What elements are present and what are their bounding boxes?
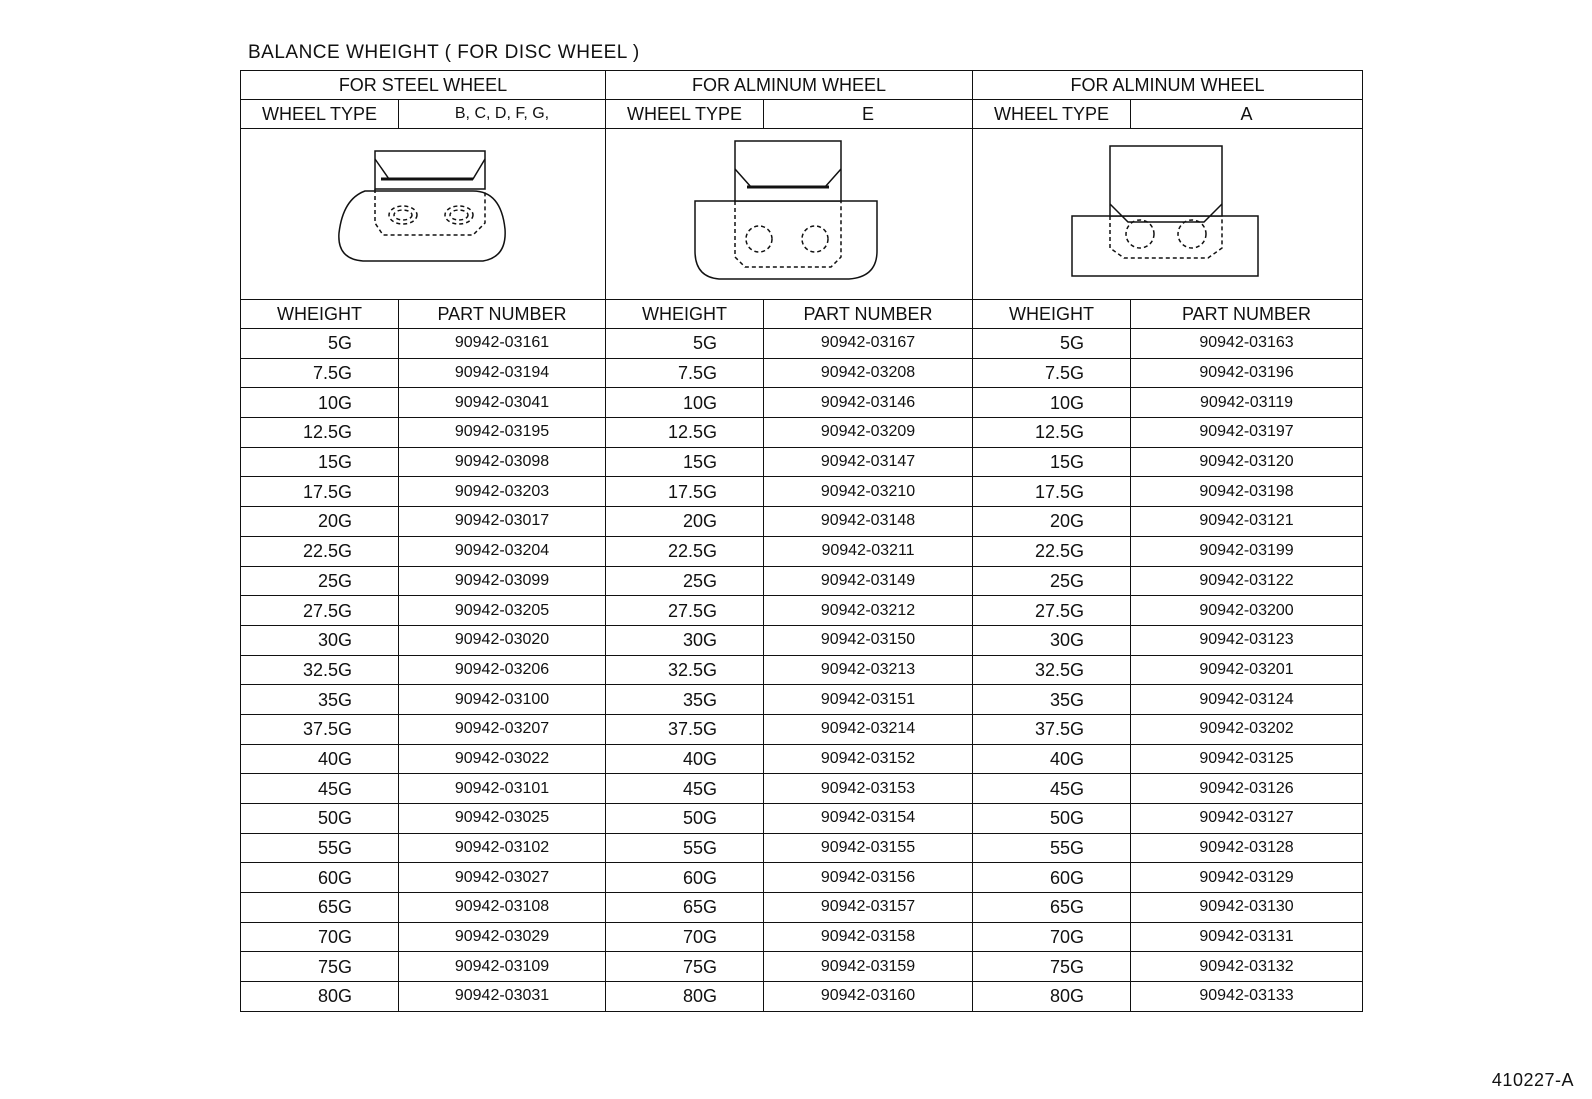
weight-cell: 27.5G	[973, 596, 1131, 626]
weight-cell: 22.5G	[606, 536, 764, 566]
part-number-cell: 90942-03133	[1131, 982, 1363, 1012]
table-row	[241, 952, 1363, 982]
weight-cell: 65G	[241, 893, 399, 923]
weight-cell: 15G	[973, 447, 1131, 477]
part-number-cell: 90942-03195	[399, 418, 606, 448]
part-number-cell: 90942-03098	[399, 447, 606, 477]
weight-cell: 35G	[606, 685, 764, 715]
group-heading-alminum-e: FOR ALMINUM WHEEL	[606, 71, 973, 100]
weight-cell: 45G	[973, 774, 1131, 804]
weight-cell: 50G	[973, 804, 1131, 834]
weight-cell: 55G	[241, 833, 399, 863]
weight-cell: 45G	[606, 774, 764, 804]
part-number-cell: 90942-03123	[1131, 625, 1363, 655]
weight-cell: 80G	[606, 982, 764, 1012]
wheel-type-label: WHEEL TYPE	[241, 100, 399, 129]
table-row	[241, 863, 1363, 893]
column-header-row	[241, 300, 1363, 329]
part-number-cell: 90942-03153	[764, 774, 973, 804]
part-number-cell: 90942-03146	[764, 388, 973, 418]
balance-weight-table-wrap	[240, 70, 1362, 1012]
table-row	[241, 596, 1363, 626]
weight-cell: 5G	[241, 329, 399, 359]
part-number-cell: 90942-03163	[1131, 329, 1363, 359]
weight-cell: 10G	[973, 388, 1131, 418]
weight-cell: 45G	[241, 774, 399, 804]
weight-cell: 5G	[606, 329, 764, 359]
part-number-cell: 90942-03152	[764, 744, 973, 774]
table-row	[241, 536, 1363, 566]
weight-cell: 75G	[241, 952, 399, 982]
part-number-cell: 90942-03207	[399, 714, 606, 744]
table-row	[241, 922, 1363, 952]
table-row	[241, 447, 1363, 477]
part-number-cell: 90942-03209	[764, 418, 973, 448]
part-number-cell: 90942-03210	[764, 477, 973, 507]
weight-cell: 17.5G	[241, 477, 399, 507]
part-number-cell: 90942-03128	[1131, 833, 1363, 863]
wheel-type-value: B, C, D, F, G,	[399, 100, 606, 129]
table-row	[241, 893, 1363, 923]
part-number-cell: 90942-03017	[399, 507, 606, 537]
wheel-type-value: E	[764, 100, 973, 129]
part-number-cell: 90942-03020	[399, 625, 606, 655]
weight-cell: 20G	[241, 507, 399, 537]
weight-cell: 15G	[606, 447, 764, 477]
part-number-cell: 90942-03157	[764, 893, 973, 923]
weight-cell: 35G	[241, 685, 399, 715]
col-header-part-number: PART NUMBER	[399, 300, 606, 329]
part-number-cell: 90942-03197	[1131, 418, 1363, 448]
table-row	[241, 507, 1363, 537]
part-number-cell: 90942-03212	[764, 596, 973, 626]
part-number-cell: 90942-03158	[764, 922, 973, 952]
weight-cell: 22.5G	[973, 536, 1131, 566]
weight-cell: 17.5G	[606, 477, 764, 507]
part-number-cell: 90942-03203	[399, 477, 606, 507]
part-number-cell: 90942-03031	[399, 982, 606, 1012]
part-number-cell: 90942-03198	[1131, 477, 1363, 507]
table-row	[241, 774, 1363, 804]
weight-cell: 75G	[606, 952, 764, 982]
table-row	[241, 833, 1363, 863]
group-heading-row	[241, 71, 1363, 100]
part-number-cell: 90942-03167	[764, 329, 973, 359]
part-number-cell: 90942-03022	[399, 744, 606, 774]
balance-weight-table	[240, 70, 1363, 1012]
part-number-cell: 90942-03029	[399, 922, 606, 952]
table-row	[241, 982, 1363, 1012]
weight-cell: 20G	[973, 507, 1131, 537]
weight-cell: 30G	[973, 625, 1131, 655]
part-number-cell: 90942-03101	[399, 774, 606, 804]
table-row	[241, 804, 1363, 834]
part-number-cell: 90942-03131	[1131, 922, 1363, 952]
weight-cell: 25G	[606, 566, 764, 596]
part-number-cell: 90942-03156	[764, 863, 973, 893]
part-number-cell: 90942-03208	[764, 358, 973, 388]
weight-cell: 12.5G	[973, 418, 1131, 448]
part-number-cell: 90942-03204	[399, 536, 606, 566]
weight-cell: 55G	[973, 833, 1131, 863]
part-number-cell: 90942-03160	[764, 982, 973, 1012]
weight-cell: 60G	[973, 863, 1131, 893]
weight-cell: 27.5G	[606, 596, 764, 626]
weight-cell: 80G	[241, 982, 399, 1012]
table-row	[241, 566, 1363, 596]
weight-cell: 50G	[241, 804, 399, 834]
weight-cell: 40G	[973, 744, 1131, 774]
weight-cell: 17.5G	[973, 477, 1131, 507]
part-number-cell: 90942-03151	[764, 685, 973, 715]
weight-cell: 25G	[241, 566, 399, 596]
weight-cell: 5G	[973, 329, 1131, 359]
weight-cell: 50G	[606, 804, 764, 834]
weight-cell: 80G	[973, 982, 1131, 1012]
table-row	[241, 388, 1363, 418]
weight-cell: 7.5G	[241, 358, 399, 388]
part-number-cell: 90942-03132	[1131, 952, 1363, 982]
weight-cell: 20G	[606, 507, 764, 537]
part-number-cell: 90942-03201	[1131, 655, 1363, 685]
steel-wheel-weight-drawing-cell	[241, 129, 606, 300]
weight-cell: 22.5G	[241, 536, 399, 566]
part-number-cell: 90942-03155	[764, 833, 973, 863]
group-heading-alminum-a: FOR ALMINUM WHEEL	[973, 71, 1363, 100]
part-number-cell: 90942-03122	[1131, 566, 1363, 596]
weight-cell: 15G	[241, 447, 399, 477]
part-number-cell: 90942-03159	[764, 952, 973, 982]
table-row	[241, 625, 1363, 655]
weight-cell: 32.5G	[606, 655, 764, 685]
figure-code: 410227-A	[1491, 1070, 1574, 1090]
table-row	[241, 358, 1363, 388]
alminum-a-weight-drawing-icon	[1068, 144, 1268, 284]
part-number-cell: 90942-03213	[764, 655, 973, 685]
weight-cell: 65G	[606, 893, 764, 923]
weight-cell: 70G	[241, 922, 399, 952]
table-row	[241, 714, 1363, 744]
table-row	[241, 477, 1363, 507]
alminum-e-weight-drawing-icon	[689, 139, 889, 289]
table-row	[241, 655, 1363, 685]
weight-cell: 7.5G	[606, 358, 764, 388]
part-number-cell: 90942-03149	[764, 566, 973, 596]
weight-cell: 25G	[973, 566, 1131, 596]
part-number-cell: 90942-03127	[1131, 804, 1363, 834]
weight-cell: 70G	[606, 922, 764, 952]
part-number-cell: 90942-03121	[1131, 507, 1363, 537]
steel-wheel-weight-drawing-icon	[323, 149, 523, 279]
part-number-cell: 90942-03161	[399, 329, 606, 359]
weight-cell: 10G	[606, 388, 764, 418]
wheel-type-label: WHEEL TYPE	[606, 100, 764, 129]
weight-cell: 65G	[973, 893, 1131, 923]
weight-cell: 75G	[973, 952, 1131, 982]
table-row	[241, 744, 1363, 774]
part-number-cell: 90942-03119	[1131, 388, 1363, 418]
part-number-cell: 90942-03205	[399, 596, 606, 626]
weight-cell: 32.5G	[973, 655, 1131, 685]
weight-cell: 7.5G	[973, 358, 1131, 388]
wheel-type-value: A	[1131, 100, 1363, 129]
part-number-cell: 90942-03150	[764, 625, 973, 655]
part-number-cell: 90942-03108	[399, 893, 606, 923]
part-number-cell: 90942-03147	[764, 447, 973, 477]
part-number-cell: 90942-03129	[1131, 863, 1363, 893]
group-heading-steel: FOR STEEL WHEEL	[241, 71, 606, 100]
alminum-e-weight-drawing-cell	[606, 129, 973, 300]
weight-cell: 30G	[241, 625, 399, 655]
part-number-cell: 90942-03027	[399, 863, 606, 893]
weight-cell: 37.5G	[241, 714, 399, 744]
weight-cell: 37.5G	[973, 714, 1131, 744]
part-number-cell: 90942-03154	[764, 804, 973, 834]
col-header-part-number: PART NUMBER	[764, 300, 973, 329]
table-row	[241, 418, 1363, 448]
weight-cell: 10G	[241, 388, 399, 418]
part-number-cell: 90942-03025	[399, 804, 606, 834]
part-number-cell: 90942-03102	[399, 833, 606, 863]
part-number-cell: 90942-03125	[1131, 744, 1363, 774]
col-header-weight: WHEIGHT	[241, 300, 399, 329]
part-number-cell: 90942-03124	[1131, 685, 1363, 715]
part-number-cell: 90942-03148	[764, 507, 973, 537]
part-number-cell: 90942-03194	[399, 358, 606, 388]
weight-cell: 12.5G	[606, 418, 764, 448]
weight-cell: 60G	[606, 863, 764, 893]
weight-cell: 60G	[241, 863, 399, 893]
part-number-cell: 90942-03120	[1131, 447, 1363, 477]
weight-cell: 55G	[606, 833, 764, 863]
col-header-part-number: PART NUMBER	[1131, 300, 1363, 329]
part-number-cell: 90942-03109	[399, 952, 606, 982]
weight-cell: 35G	[973, 685, 1131, 715]
weight-cell: 70G	[973, 922, 1131, 952]
part-number-cell: 90942-03202	[1131, 714, 1363, 744]
table-row	[241, 329, 1363, 359]
part-number-cell: 90942-03099	[399, 566, 606, 596]
wheel-type-label: WHEEL TYPE	[973, 100, 1131, 129]
alminum-a-weight-drawing-cell	[973, 129, 1363, 300]
part-number-cell: 90942-03206	[399, 655, 606, 685]
col-header-weight: WHEIGHT	[606, 300, 764, 329]
col-header-weight: WHEIGHT	[973, 300, 1131, 329]
wheel-type-row	[241, 100, 1363, 129]
weight-cell: 37.5G	[606, 714, 764, 744]
part-number-cell: 90942-03041	[399, 388, 606, 418]
part-number-cell: 90942-03211	[764, 536, 973, 566]
weight-cell: 40G	[606, 744, 764, 774]
weight-cell: 12.5G	[241, 418, 399, 448]
part-number-cell: 90942-03196	[1131, 358, 1363, 388]
weight-cell: 32.5G	[241, 655, 399, 685]
part-number-cell: 90942-03130	[1131, 893, 1363, 923]
part-number-cell: 90942-03214	[764, 714, 973, 744]
table-row	[241, 685, 1363, 715]
part-number-cell: 90942-03126	[1131, 774, 1363, 804]
weight-cell: 30G	[606, 625, 764, 655]
table-title: BALANCE WHEIGHT ( FOR DISC WHEEL )	[248, 42, 640, 63]
weight-cell: 40G	[241, 744, 399, 774]
part-number-cell: 90942-03200	[1131, 596, 1363, 626]
weight-cell: 27.5G	[241, 596, 399, 626]
drawing-row	[241, 129, 1363, 300]
part-number-cell: 90942-03100	[399, 685, 606, 715]
part-number-cell: 90942-03199	[1131, 536, 1363, 566]
